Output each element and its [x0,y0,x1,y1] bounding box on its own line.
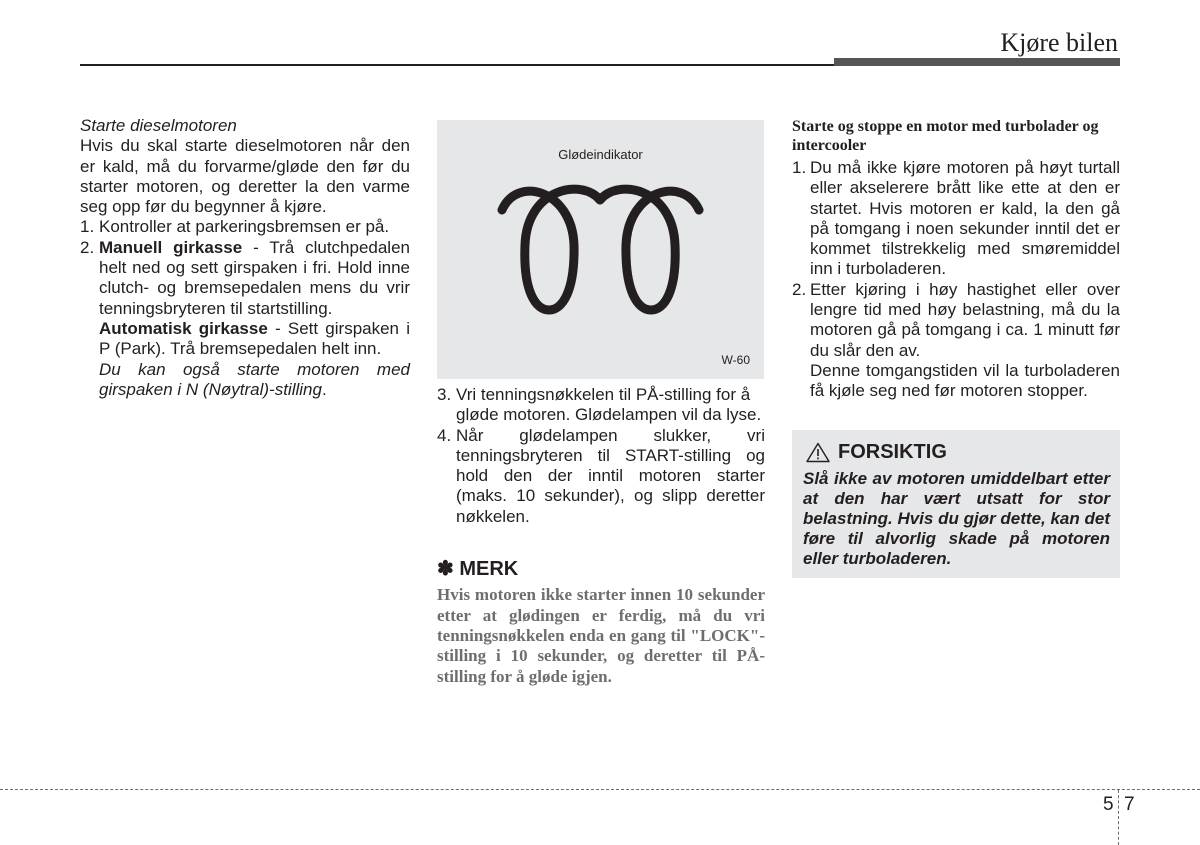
list-item [80,217,410,237]
list-item [437,385,765,426]
caution-title: FORSIKTIG [838,441,947,463]
warning-triangle-icon [806,442,830,463]
header-rule-accent [834,58,1120,66]
glow-indicator-figure [437,120,764,379]
automatic-gearbox-label: Automatisk girkasse [99,318,268,338]
header-rule [80,64,840,66]
list-number: 4. [437,425,452,445]
figure-code: W-60 [721,353,750,367]
page-number-divider [1118,790,1119,845]
list-item [792,158,1120,280]
manual-gearbox-label: Manuell girkasse [99,237,243,257]
caution-header [806,441,947,464]
list-number: 1. [80,217,95,237]
right-column [792,117,1120,402]
list-number: 2. [792,279,807,299]
figure-label: Glødeindikator [558,147,643,162]
list-text: Vri tenningsnøkkelen til PÅ-stilling for å gløde motoren. Glødelampen vil da lyse. [456,385,762,425]
list-text: Etter kjøring i høy hastighet eller over lengre tid med høy belastning, må du la motoren gå på tomgang i ca. 1 minutt før du slår den av. [810,279,1120,360]
list-number: 3. [437,385,452,404]
list-number: 1. [792,158,807,177]
caution-box [792,430,1120,578]
caution-body: Slå ikke av motoren umiddelbart etter at den har vært utsatt for stor belastning. Hvis du gjør dette, kan det føre til alvorlig skade på motoren eller turboladeren. [803,469,1110,568]
list-text: Kontroller at parkeringsbremsen er på. [99,217,390,237]
page-number: 7 [1124,794,1135,815]
middle-column [437,385,765,687]
intro-paragraph: Hvis du skal starte dieselmotoren når den er kald, må du forvarme/gløde den før du starter motoren, og deretter la den varme seg opp før du begynner å kjøre. [80,136,410,217]
neutral-note-end: . [321,379,327,399]
turbo-heading: Starte og stoppe en motor med turbolader og intercooler [792,118,1099,154]
manual-gearbox-text: - Trå clutchpedalen helt ned og sett girspaken i fri. Hold inne clutch- og bremsepedalen mens du vrir tenningsbryteren til startstilling. [99,237,410,318]
list-item [437,426,765,527]
neutral-note: Du kan også starte motoren med girspaken i N (Nøytral)-stilling [99,359,410,399]
list-item [80,238,410,400]
section-heading: Starte dieselmotoren [80,116,237,135]
note-asterisk-icon: ✽ [437,558,454,581]
list-continuation: Denne tomgangstiden vil la turboladeren få kjøle seg ned før motoren stopper. [810,360,1120,401]
list-item [792,280,1120,361]
note-title: MERK [459,558,519,581]
list-number: 2. [80,237,95,257]
note-body: Hvis motoren ikke starter innen 10 sekunder etter at glødingen er ferdig, må du vri tenningsnøkkelen enda en gang til "LOCK"-stilling i 10 sekunder, og deretter til PÅ-stilling for å gløde igjen. [437,585,765,686]
chapter-number: 5 [1103,794,1114,815]
left-column [80,116,410,400]
page-header-title: Kjøre bilen [1000,28,1118,57]
list-text: Når glødelampen slukker, vri tenningsbryteren til START-stilling og hold den der inntil motoren starter (maks. 10 sekunder), og slipp deretter nøkkelen. [456,425,765,526]
automatic-gearbox-text: - Sett girspaken i P (Park). Trå bremsepedalen helt inn. [99,318,410,359]
list-text: Du må ikke kjøre motoren på høyt turtall eller akselerere brått like ette at den er startet. Hvis motoren er kald, la den gå på tomgang i noen sekunder inntil det er kommet tilstrekkelig med smøremiddel inn i turboladeren. [810,158,1120,279]
footer-rule [0,789,1200,790]
note-heading [437,559,765,579]
